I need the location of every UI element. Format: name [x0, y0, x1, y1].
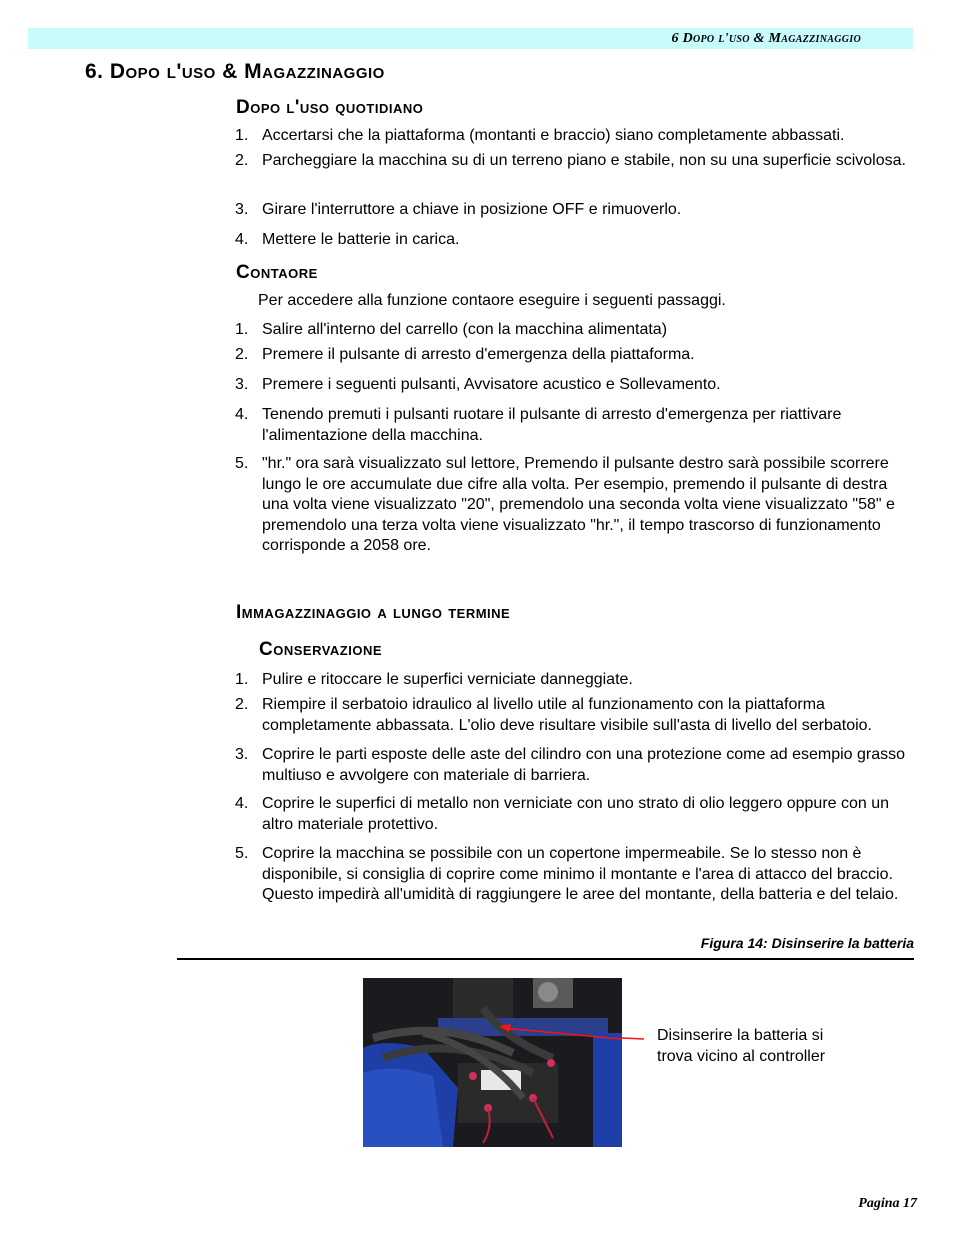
figure-divider: [177, 958, 914, 960]
page-number: Pagina 17: [858, 1196, 917, 1211]
section-title-hourmeter: Contaore: [236, 262, 318, 283]
chapter-title: 6. Dopo l'uso & Magazzinaggio: [85, 60, 385, 83]
subsection-title-conservation: Conservazione: [259, 639, 383, 660]
running-title: 6 Dopo l'uso & Magazzinaggio: [671, 31, 861, 46]
section-title-storage: Immagazzinaggio a lungo termine: [236, 602, 511, 623]
section-intro: Per accedere alla funzione contaore eseguire i seguenti passaggi.: [258, 292, 726, 309]
header-bar: [28, 28, 913, 49]
figure-callout: Disinserire la batteria si trova vicino al controller: [657, 1027, 826, 1065]
callout-leader-line: [622, 1036, 647, 1042]
figure-caption: Figura 14: Disinserire la batteria: [700, 935, 914, 951]
battery-photo: [363, 978, 622, 1147]
section-title-daily: Dopo l'uso quotidiano: [236, 97, 424, 118]
